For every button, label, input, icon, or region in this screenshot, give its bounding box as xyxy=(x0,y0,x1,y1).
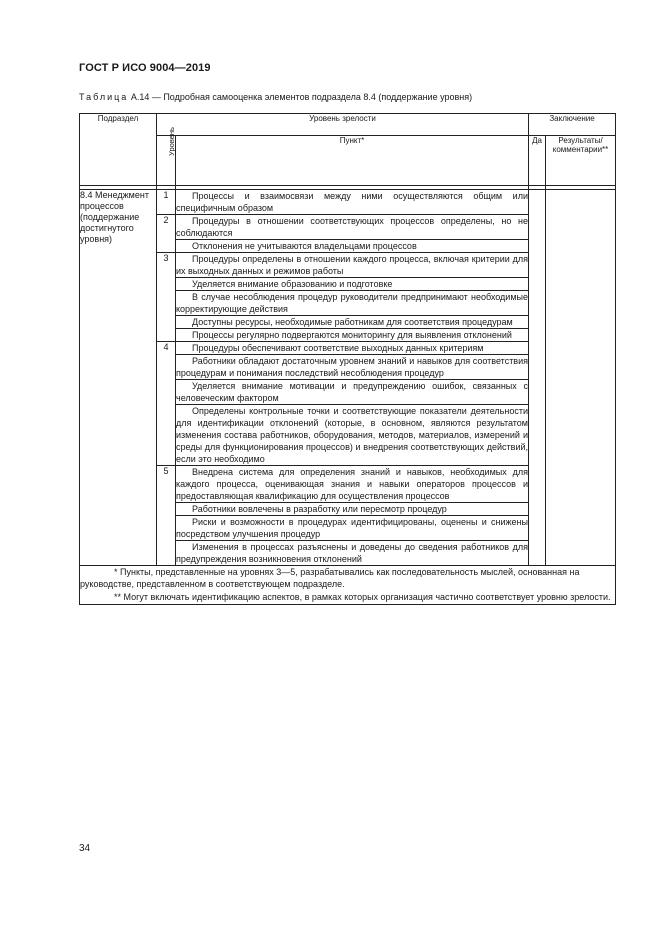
results-column-cell xyxy=(546,190,616,566)
criterion-cell: Процедуры определены в отношении каждого процесса, включая критерии для их выходных данных и режимов работы xyxy=(176,254,528,276)
criterion-cell: Уделяется внимание мотивации и предупреждению ошибок, связанных с человеческим фактором xyxy=(176,381,528,403)
footnote: * Пункты, представленные на уровнях 3—5, разрабатывались как последовательность мыслей, основанная на руководстве, представленном в соответствующем подразделе. xyxy=(80,567,580,589)
item-header: Пункт* xyxy=(176,136,529,186)
criterion-cell: Работники обладают достаточным уровнем знаний и навыков для соответствия процедурам и понимания последствий несоблюдения процедур xyxy=(176,356,528,378)
level-header-text: Уровень xyxy=(166,127,176,156)
criterion-cell: Отклонения не учитываются владельцами процессов xyxy=(176,240,529,253)
table-row xyxy=(80,190,616,215)
criterion-cell: Процессы и взаимосвязи между ними осуществляются общим или специфичным образом xyxy=(176,191,528,213)
level-cell: 3 xyxy=(157,253,176,342)
criterion-cell: В случае несоблюдения процедур руководители предпринимают необходимые корректирующие действия xyxy=(176,292,528,314)
subsection-header: Подраздел xyxy=(80,114,157,186)
level-cell: 2 xyxy=(157,215,176,253)
subsection-cell: 8.4 Менеджмент процессов (поддержание достигнутого уровня) xyxy=(80,190,157,566)
page-number: 34 xyxy=(79,843,91,854)
criterion-cell: Процессы регулярно подвергаются мониторингу для выявления отклонений xyxy=(176,329,529,342)
yes-header: Да xyxy=(529,136,546,186)
footnotes-cell xyxy=(80,566,616,605)
criterion-cell: Изменения в процессах разъяснены и доведены до сведения работников для предупреждения возникновения отклонений xyxy=(176,542,528,564)
results-header: Результаты/ комментарии** xyxy=(546,136,616,186)
criterion-cell: Внедрена система для определения знаний и навыков, необходимых для каждого процесса, оценивающая знания и навыки операторов процессов и предоставляющая квалификацию для осуществления процессов xyxy=(176,467,528,501)
level-cell: 5 xyxy=(157,466,176,566)
table-caption-label: Таблица xyxy=(79,92,129,102)
document-header: ГОСТ Р ИСО 9004—2019 xyxy=(79,62,211,74)
level-header xyxy=(157,127,176,186)
criterion-cell: Уделяется внимание образованию и подготовке xyxy=(176,278,529,291)
criterion-cell: Определены контрольные точки и соответствующие показатели деятельности для идентификации отклонений (которые, в основном, являются результатом изменения состава работников, оборудования, методов, материалов, измерений и среды для функционирования процессов) и внедрения соответствующих действий, если это необходимо xyxy=(176,406,528,464)
level-cell: 4 xyxy=(157,342,176,466)
yes-column-cell xyxy=(529,190,546,566)
self-assessment-table xyxy=(79,113,616,605)
maturity-header: Уровень зрелости xyxy=(157,114,529,136)
criterion-cell: Доступны ресурсы, необходимые работникам для соответствия процедурам xyxy=(176,316,529,329)
criterion-cell: Процедуры обеспечивают соответствие выходных данных критериям xyxy=(176,342,529,355)
criterion-cell: Риски и возможности в процедурах идентифицированы, оценены и снижены посредством улучшения процедур xyxy=(176,517,528,539)
criterion-cell: Работники вовлечены в разработку или пересмотр процедур xyxy=(176,503,529,516)
level-cell: 1 xyxy=(157,190,176,215)
criterion-cell: Процедуры в отношении соответствующих процессов определены, но не соблюдаются xyxy=(176,216,528,238)
table-caption xyxy=(79,92,472,102)
conclusion-header: Заключение xyxy=(529,114,616,136)
footnote: ** Могут включать идентификацию аспектов, в рамках которых организация частично соответствует уровню зрелости. xyxy=(114,592,611,602)
table-caption-text: А.14 — Подробная самооценка элементов подраздела 8.4 (поддержание уровня) xyxy=(130,92,473,102)
